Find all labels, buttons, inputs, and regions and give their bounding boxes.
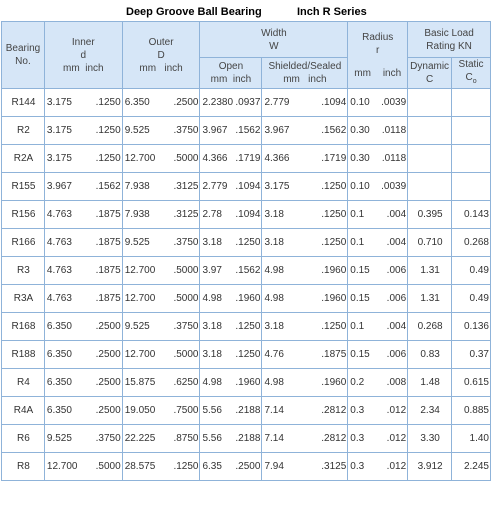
inner-diameter-cell: 4.763 .1875 (44, 285, 122, 313)
table-row (2, 117, 491, 145)
bearing-no-cell: R6 (2, 425, 45, 453)
bearing-no-cell: R166 (2, 229, 45, 257)
table-row (2, 313, 491, 341)
static-load-cell: 0.136 (452, 313, 491, 341)
inner-diameter-cell: 3.175 .1250 (44, 145, 122, 173)
radius-cell: 0.10 .0039 (348, 89, 408, 117)
bearing-no-cell: R4 (2, 369, 45, 397)
outer-diameter-cell: 19.050 .7500 (122, 397, 200, 425)
static-load-cell: 0.37 (452, 341, 491, 369)
width-shielded-cell: 2.779 .1094 (262, 89, 348, 117)
inner-diameter-cell: 4.763 .1875 (44, 201, 122, 229)
radius-cell: 0.3 .012 (348, 397, 408, 425)
static-load-cell: 0.885 (452, 397, 491, 425)
width-shielded-cell: 7.14 .2812 (262, 425, 348, 453)
outer-diameter-cell: 6.350 .2500 (122, 89, 200, 117)
header-dynamic: Dynamic C (408, 58, 452, 89)
width-open-cell: 2.779 .1094 (200, 173, 262, 201)
width-open-cell: 5.56 .2188 (200, 397, 262, 425)
table-row (2, 285, 491, 313)
outer-diameter-cell: 15.875 .6250 (122, 369, 200, 397)
width-open-cell: 3.967 .1562 (200, 117, 262, 145)
static-load-cell: 1.40 (452, 425, 491, 453)
header-load-rating: Basic Load Rating KN (408, 22, 491, 58)
table-row (2, 145, 491, 173)
inner-diameter-cell: 4.763 .1875 (44, 229, 122, 257)
width-shielded-cell: 3.18 .1250 (262, 229, 348, 257)
width-shielded-cell: 4.98 .1960 (262, 285, 348, 313)
width-shielded-cell: 4.366 .1719 (262, 145, 348, 173)
width-open-cell: 3.97 .1562 (200, 257, 262, 285)
outer-diameter-cell: 28.575 .1250 (122, 453, 200, 481)
header-width: Width W (200, 22, 348, 58)
bearing-no-cell: R168 (2, 313, 45, 341)
static-load-cell (452, 173, 491, 201)
inner-diameter-cell: 9.525 .3750 (44, 425, 122, 453)
width-shielded-cell: 4.76 .1875 (262, 341, 348, 369)
radius-cell: 0.15 .006 (348, 257, 408, 285)
dynamic-load-cell: 1.48 (408, 369, 452, 397)
dynamic-load-cell: 1.31 (408, 285, 452, 313)
outer-diameter-cell: 9.525 .3750 (122, 229, 200, 257)
dynamic-load-cell: 3.912 (408, 453, 452, 481)
bearing-no-cell: R3A (2, 285, 45, 313)
radius-cell: 0.3 .012 (348, 453, 408, 481)
width-open-cell: 5.56 .2188 (200, 425, 262, 453)
table-body (2, 89, 491, 481)
inner-diameter-cell: 6.350 .2500 (44, 313, 122, 341)
radius-cell: 0.30 .0118 (348, 145, 408, 173)
width-shielded-cell: 3.18 .1250 (262, 313, 348, 341)
bearing-no-cell: R155 (2, 173, 45, 201)
inner-diameter-cell: 4.763 .1875 (44, 257, 122, 285)
radius-cell: 0.1 .004 (348, 201, 408, 229)
width-open-cell: 4.98 .1960 (200, 285, 262, 313)
outer-diameter-cell: 12.700 .5000 (122, 145, 200, 173)
radius-cell: 0.10 .0039 (348, 173, 408, 201)
dynamic-load-cell: 2.34 (408, 397, 452, 425)
table-row (2, 229, 491, 257)
table-row (2, 425, 491, 453)
bearing-no-cell: R156 (2, 201, 45, 229)
dynamic-load-cell (408, 117, 452, 145)
header-inner: Inner d mm inch (44, 22, 122, 89)
bearing-no-cell: R3 (2, 257, 45, 285)
bearing-no-cell: R2 (2, 117, 45, 145)
header-static: Static $C_o$ (452, 58, 491, 89)
dynamic-load-cell: 0.268 (408, 313, 452, 341)
dynamic-load-cell: 0.710 (408, 229, 452, 257)
table-row (2, 453, 491, 481)
table-row (2, 341, 491, 369)
header-width-shielded: Shielded/Sealed mm inch (262, 58, 348, 89)
width-shielded-cell: 3.175 .1250 (262, 173, 348, 201)
outer-diameter-cell: 12.700 .5000 (122, 285, 200, 313)
outer-diameter-cell: 9.525 .3750 (122, 313, 200, 341)
width-shielded-cell: 7.14 .2812 (262, 397, 348, 425)
header-bearing-no: Bearing No. (2, 22, 45, 89)
static-load-cell: 2.245 (452, 453, 491, 481)
radius-cell: 0.1 .004 (348, 313, 408, 341)
inner-diameter-cell: 3.175 .1250 (44, 89, 122, 117)
static-load-cell: 0.268 (452, 229, 491, 257)
radius-cell: 0.3 .012 (348, 425, 408, 453)
bearing-no-cell: R4A (2, 397, 45, 425)
bearing-no-cell: R144 (2, 89, 45, 117)
inner-diameter-cell: 6.350 .2500 (44, 369, 122, 397)
dynamic-load-cell (408, 145, 452, 173)
table-row (2, 173, 491, 201)
bearing-no-cell: R2A (2, 145, 45, 173)
outer-diameter-cell: 22.225 .8750 (122, 425, 200, 453)
static-load-cell (452, 117, 491, 145)
header-radius: Radius r mm inch (348, 22, 408, 89)
table-row (2, 89, 491, 117)
static-load-cell: 0.615 (452, 369, 491, 397)
radius-cell: 0.30 .0118 (348, 117, 408, 145)
outer-diameter-cell: 7.938 .3125 (122, 173, 200, 201)
width-shielded-cell: 3.967 .1562 (262, 117, 348, 145)
radius-cell: 0.15 .006 (348, 285, 408, 313)
width-open-cell: 6.35 .2500 (200, 453, 262, 481)
width-open-cell: 3.18 .1250 (200, 341, 262, 369)
static-load-cell: 0.49 (452, 257, 491, 285)
outer-diameter-cell: 12.700 .5000 (122, 257, 200, 285)
table-row (2, 369, 491, 397)
title-product: Deep Groove Ball Bearing (126, 6, 262, 18)
static-load-cell (452, 89, 491, 117)
title-series: Inch R Series (297, 6, 367, 18)
outer-diameter-cell: 7.938 .3125 (122, 201, 200, 229)
table-row (2, 201, 491, 229)
width-open-cell: 4.98 .1960 (200, 369, 262, 397)
dynamic-load-cell (408, 173, 452, 201)
inner-diameter-cell: 6.350 .2500 (44, 341, 122, 369)
static-load-cell (452, 145, 491, 173)
inner-diameter-cell: 6.350 .2500 (44, 397, 122, 425)
table-title (0, 6, 491, 20)
dynamic-load-cell (408, 89, 452, 117)
bearing-spec-table (1, 21, 491, 481)
dynamic-load-cell: 3.30 (408, 425, 452, 453)
width-open-cell: 3.18 .1250 (200, 229, 262, 257)
width-open-cell: 2.78 .1094 (200, 201, 262, 229)
inner-diameter-cell: 3.175 .1250 (44, 117, 122, 145)
radius-cell: 0.15 .006 (348, 341, 408, 369)
header-width-open: Open mm inch (200, 58, 262, 89)
width-shielded-cell: 3.18 .1250 (262, 201, 348, 229)
header-outer: Outer D mm inch (122, 22, 200, 89)
width-open-cell: 3.18 .1250 (200, 313, 262, 341)
inner-diameter-cell: 3.967 .1562 (44, 173, 122, 201)
outer-diameter-cell: 9.525 .3750 (122, 117, 200, 145)
table-row (2, 257, 491, 285)
table-row (2, 397, 491, 425)
dynamic-load-cell: 0.83 (408, 341, 452, 369)
dynamic-load-cell: 0.395 (408, 201, 452, 229)
width-shielded-cell: 4.98 .1960 (262, 369, 348, 397)
dynamic-load-cell: 1.31 (408, 257, 452, 285)
width-shielded-cell: 7.94 .3125 (262, 453, 348, 481)
width-open-cell: 2.2380 .0937 (200, 89, 262, 117)
outer-diameter-cell: 12.700 .5000 (122, 341, 200, 369)
width-open-cell: 4.366 .1719 (200, 145, 262, 173)
static-load-cell: 0.143 (452, 201, 491, 229)
radius-cell: 0.1 .004 (348, 229, 408, 257)
bearing-no-cell: R8 (2, 453, 45, 481)
bearing-no-cell: R188 (2, 341, 45, 369)
static-load-cell: 0.49 (452, 285, 491, 313)
inner-diameter-cell: 12.700 .5000 (44, 453, 122, 481)
radius-cell: 0.2 .008 (348, 369, 408, 397)
width-shielded-cell: 4.98 .1960 (262, 257, 348, 285)
